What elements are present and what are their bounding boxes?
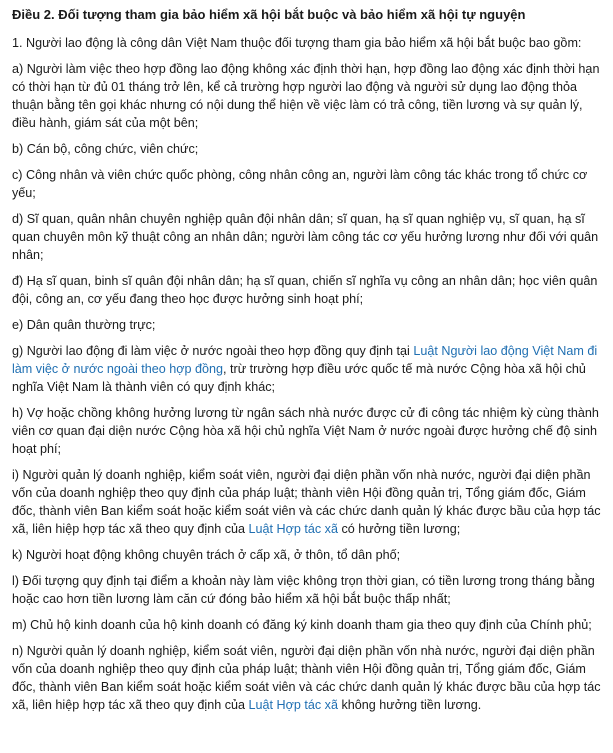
item-n-text-after: không hưởng tiền lương. [337,698,482,712]
law-link-overseas-workers[interactable]: Luật Người lao động Việt Nam đi làm việc ở nước ngoài theo hợp đồng [12,344,598,376]
item-g [12,342,601,396]
item-n-text-before: n) Người quản lý doanh nghiệp, kiểm soát viên, người đại diện phần vốn nhà nước, người đại diện phần vốn của doanh nghiệp theo quy định của pháp luật; thành viên Hội đồng quản trị, Tổng giám đốc, Giám đốc, thành viên Ban kiểm soát hoặc kiểm soát viên và các chức danh quản lý khác được bầu của hợp tác xã, liên hiệp hợp tác xã theo quy định của [12,644,601,712]
item-g-text-after: , trừ trường hợp điều ước quốc tế mà nước Cộng hòa xã hội chủ nghĩa Việt Nam là thành viên có quy định khác; [12,362,586,394]
item-k: k) Người hoạt động không chuyên trách ở cấp xã, ở thôn, tổ dân phố; [12,548,401,562]
law-link-cooperatives[interactable]: Luật Hợp tác xã [248,522,338,536]
item-dd: đ) Hạ sĩ quan, binh sĩ quân đội nhân dân; hạ sĩ quan, chiến sĩ nghĩa vụ công an nhân dân; học viên quân đội, công an, cơ yếu đang theo học được hưởng sinh hoạt phí; [12,274,598,306]
item-h: h) Vợ hoặc chồng không hưởng lương từ ngân sách nhà nước được cử đi công tác nhiệm kỳ cùng thành viên cơ quan đại diện nước Cộng hòa xã hội chủ nghĩa Việt Nam ở nước ngoài được hưởng chế độ sinh hoạt phí; [12,406,599,456]
item-g-text-before: g) Người lao động đi làm việc ở nước ngoài theo hợp đồng quy định tại [12,344,414,358]
item-e: e) Dân quân thường trực; [12,318,156,332]
article-title: Điều 2. Đối tượng tham gia bảo hiểm xã hội bắt buộc và bảo hiểm xã hội tự nguyện [12,7,526,22]
item-c: c) Công nhân và viên chức quốc phòng, công nhân công an, người làm công tác khác trong tổ chức cơ yếu; [12,168,588,200]
item-b: b) Cán bộ, công chức, viên chức; [12,142,199,156]
item-a: a) Người làm việc theo hợp đồng lao động không xác định thời hạn, hợp đồng lao động xác định thời hạn có thời hạn từ đủ 01 tháng trở lên, kể cả trường hợp người lao động và người sử dụng lao động thỏa thuận bằng tên gọi khác nhưng có nội dung thể hiện về việc làm có trả công, tiền lương và sự quản lý, điều hành, giám sát của một bên; [12,62,600,130]
item-i-text-before: i) Người quản lý doanh nghiệp, kiểm soát viên, người đại diện phần vốn nhà nước, người đại diện phần vốn của doanh nghiệp theo quy định của pháp luật; thành viên Hội đồng quản trị, Tổng giám đốc, Giám đốc, thành viên Ban kiểm soát hoặc kiểm soát viên và các chức danh quản lý khác được bầu của hợp tác xã, liên hiệp hợp tác xã theo quy định của [12,468,601,536]
item-l: l) Đối tượng quy định tại điểm a khoản này làm việc không trọn thời gian, có tiền lương trong tháng bằng hoặc cao hơn tiền lương làm căn cứ đóng bảo hiểm xã hội bắt buộc thấp nhất; [12,574,595,606]
item-d: d) Sĩ quan, quân nhân chuyên nghiệp quân đội nhân dân; sĩ quan, hạ sĩ quan nghiệp vụ, sĩ quan, hạ sĩ quan chuyên môn kỹ thuật công an nhân dân; người làm công tác cơ yếu hưởng lương như đối với quân nhân; [12,212,599,262]
law-link-cooperatives-2[interactable]: Luật Hợp tác xã [248,698,338,712]
paragraph-intro: 1. Người lao động là công dân Việt Nam thuộc đối tượng tham gia bảo hiểm xã hội bắt buộc bao gồm: [12,36,582,50]
item-i [12,466,601,538]
item-m: m) Chủ hộ kinh doanh của hộ kinh doanh có đăng ký kinh doanh tham gia theo quy định của Chính phủ; [12,618,592,632]
item-i-text-after: có hưởng tiền lương; [337,522,461,536]
item-n [12,642,601,714]
